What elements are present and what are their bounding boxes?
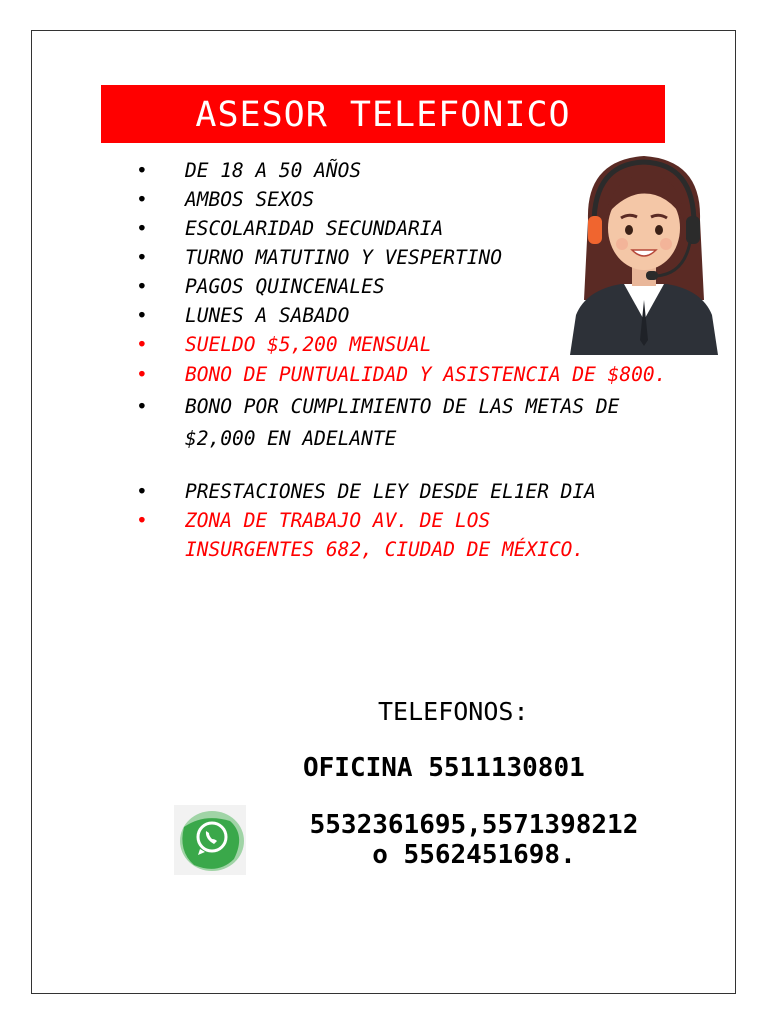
phones-heading: TELEFONOS: (378, 697, 529, 726)
requirement-text: BONO DE PUNTUALIDAD Y ASISTENCIA DE $800. (185, 363, 667, 386)
requirement-text: TURNO MATUTINO Y VESPERTINO (185, 246, 502, 269)
requirement-text: SUELDO $5,200 MENSUAL (185, 333, 432, 356)
requirement-text: BONO POR CUMPLIMIENTO DE LAS METAS DE $2,000 EN ADELANTE (185, 395, 620, 450)
requirement-item (136, 391, 685, 455)
bullet-icon: • (136, 395, 148, 418)
requirement-text: LUNES A SABADO (185, 304, 350, 327)
bullet-icon: • (136, 480, 148, 503)
cell-numbers-line-2: o 5562451698. (372, 840, 576, 870)
requirement-text: ESCOLARIDAD SECUNDARIA (185, 217, 444, 240)
requirement-text: PRESTACIONES DE LEY DESDE EL1ER DIA (185, 480, 596, 503)
bullet-icon: • (136, 509, 148, 532)
requirement-item (136, 477, 645, 506)
bullet-icon: • (136, 246, 148, 269)
bullet-icon: • (136, 159, 148, 182)
cell-phone-numbers (274, 810, 674, 870)
office-phone: OFICINA 5511130801 (303, 753, 585, 783)
requirement-text: AMBOS SEXOS (185, 188, 315, 211)
bullet-icon: • (136, 275, 148, 298)
requirement-item (136, 359, 725, 391)
bullet-icon: • (136, 217, 148, 240)
page-title: ASESOR TELEFONICO (195, 95, 571, 135)
bullet-icon: • (136, 363, 148, 386)
whatsapp-icon (174, 805, 246, 875)
whatsapp-icon-tile (174, 805, 246, 875)
requirement-text: ZONA DE TRABAJO AV. DE LOS INSURGENTES 682, CIUDAD DE MÉXICO. (185, 509, 585, 561)
requirement-text: DE 18 A 50 AÑOS (185, 159, 362, 182)
title-banner (101, 85, 665, 143)
call-center-agent-icon (566, 150, 722, 355)
cell-numbers-line-1: 5532361695,5571398212 (309, 810, 639, 840)
bullet-icon: • (136, 333, 148, 356)
bullet-icon: • (136, 188, 148, 211)
requirement-item (136, 506, 605, 564)
bullet-icon: • (136, 304, 148, 327)
requirement-text: PAGOS QUINCENALES (185, 275, 385, 298)
